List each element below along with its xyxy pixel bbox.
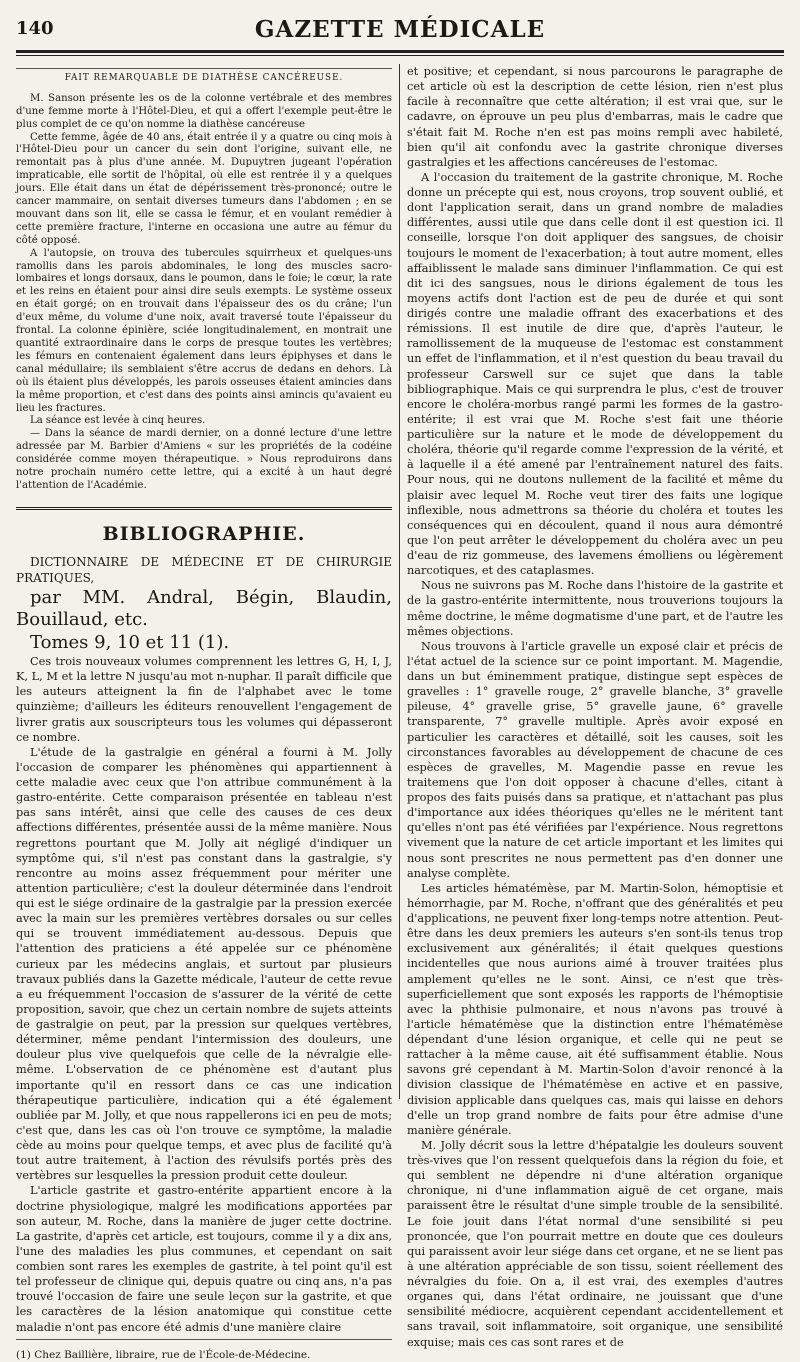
journal-title: GAZETTE MÉDICALE xyxy=(254,16,546,43)
paragraph: A l'autopsie, on trouva des tubercules squirrheux et quelques-uns ramollis dans les parois abdominales, le long des muscles sacro-lombaires et longs dorsaux, dans le poumon, dans le foie; le cœur, la rate et les reins en étaient pour ainsi dire seuls exempts. Le système osseux en était gorgé; on en trouvait dans l'épaisseur des os du crâne; l'un d'eux même, du volume d'une noix, avait traversé toute l'épaisseur du frontal. La colonne épinière, sciée longitudinalement, en montrait une quantité extraordinaire dans le corps de presque toutes les vertèbres; les fémurs en contenaient également dans leurs épiphyses et dans le canal médullaire; ils semblaient s'être accrus de dedans en dehors. Là où ils étaient plus développés, les parois osseuses étaient amincies dans la même proportion, et c'est dans des points ainsi amincis qu'avaient eu lieu les fractures. xyxy=(16,247,392,414)
review-title-line2: par MM. Andral, Bégin, Blaudin, Bouillaud, etc. xyxy=(16,586,392,631)
page-header xyxy=(16,8,784,48)
paragraph: et positive; et cependant, si nous parcourons le paragraphe de cet article où est la description de cette lésion, rien n'est plus facile à reconnaître que cette altération; il est vrai que, sur le cadavre, on éprouve un peu plus d'embarras, mais le cadre que s'était fait M. Roche n'en est pas moins rempli avec habileté, bien qu'il ait confondu avec la gastrite chronique diverses gastralgies et les affections cancéreuses de l'estomac. xyxy=(407,65,783,169)
paragraph: Nous trouvons à l'article gravelle un exposé clair et précis de l'état actuel de la science sur ce point important. M. Magendie, dans un but éminemment pratique, distingue sept espèces de gravelles : 1° gravelle rouge, 2° gravelle blanche, 3° gravelle pileuse, 4° gravelle grise, 5° gravelle jaune, 6° gravelle transparente, 7° gravelle multiple. Après avoir exposé en particulier les caractères et détaillé, soit les causes, soit les circonstances favorables au développement de chacune de ces espèces de gravelles, M. Magendie passe en revue les traitemens que l'on doit opposer à chacune d'elles, citant à propos des faits puisés dans sa pratique, et n'attachant pas plus d'importance aux idées théoriques qu'elles ne le méritent tant qu'elles n'ont pas été vérifiées par l'expérience. Nous regrettons vivement que la nature de cet article important et les limites qui nous sont prescrites ne nous permettent pas d'en donner une analyse complète. xyxy=(407,639,783,880)
header-rule xyxy=(16,50,784,56)
paragraph: Ces trois nouveaux volumes comprennent les lettres G, H, I, J, K, L, M et la lettre N jusqu'au mot n-nuphar. Il paraît difficile que les auteurs atteignent la fin de l'alphabet avec le tome quinzième; d'ailleurs les éditeurs renouvellent l'engagement de livrer gratis aux souscripteurs tous les volumes qui dépasseront ce nombre. xyxy=(16,655,392,744)
review-title-line3: Tomes 9, 10 et 11 (1). xyxy=(30,631,230,653)
right-column xyxy=(407,64,783,1349)
left-column xyxy=(16,64,393,1361)
bibliography-heading: BIBLIOGRAPHIE. xyxy=(102,522,306,545)
paragraph: Nous ne suivrons pas M. Roche dans l'histoire de la gastrite et de la gastro-entérite intermittente, nous trouverions toujours la même doctrine, le même dogmatisme d'une part, et de l'autre les mêmes objections. xyxy=(407,579,783,638)
review-title-line1: DICTIONNAIRE DE MÉDECINE ET DE CHIRURGIE PRATIQUES, xyxy=(16,555,392,585)
paragraph: L'article gastrite et gastro-entérite appartient encore à la doctrine physiologique, malgré les modifications apportées par son auteur, M. Roche, dans la manière de juger cette doctrine. La gastrite, d'après cet article, est toujours, comme il y a dix ans, l'une des maladies les plus communes, et cependant on sait combien sont rares les exemples de gastrite, à tel point qu'il est tel professeur de clinique qui, depuis quatre ou cinq ans, n'a pas trouvé l'occasion de faire une seule leçon sur la gastrite, et que les caractères de la lésion anatomique qui constitue cette maladie n'ont pas encore été admis d'une manière claire xyxy=(16,1184,392,1334)
section-divider xyxy=(16,507,392,510)
footnote: (1) Chez Baillière, libraire, rue de l'École-de-Médecine. xyxy=(16,1348,311,1361)
column-separator xyxy=(399,64,400,1099)
paragraph: — Dans la séance de mardi dernier, on a donné lecture d'une lettre adressée par M. Barbier d'Amiens « sur les propriétés de la codéine considérée comme moyen thérapeutique. » Nous reproduirons dans notre prochain numéro cette lettre, qui a excité à un haut degré l'attention de l'Académie. xyxy=(16,428,392,491)
two-column-layout xyxy=(16,64,784,1361)
page-number: 140 xyxy=(16,18,54,39)
footnote-rule xyxy=(16,1339,392,1340)
paragraph: Les articles hématémèse, par M. Martin-Solon, hémoptisie et hémorrhagie, par M. Roche, n'offrant que des généralités et peu d'applications, ne peuvent fixer long-temps notre attention. Peut-être dans les deux premiers les auteurs s'en sont-ils tenus trop exclusivement aux généralités; il était quelques questions incidentelles que nous aurions aimé à trouver traitées plus amplement qu'elles ne le sont. Ainsi, ce n'est que très-superficiellement que sont exposés les rapports de l'hémoptisie avec la phthisie pulmonaire, et nous n'avons pas trouvé à l'article hématémèse que la distinction entre l'hématémèse dépendant d'une lésion organique, et celle qui ne peut se rattacher à la même cause, ait été suffisamment établie. Nous savons gré cependant à M. Martin-Solon d'avoir renoncé à la division classique de l'hématémèse en active et en passive, division applicable dans quelques cas, mais qui laisse en dehors d'elle un trop grand nombre de faits pour être admise d'une manière générale. xyxy=(407,881,783,1137)
paragraph: M. Jolly décrit sous la lettre d'hépatalgie les douleurs souvent très-vives que l'on ressent quelquefois dans la région du foie, et qui semblent ne dépendre ni d'une altération organique chronique, ni d'une inflammation aiguë de cet organe, mais paraissent être le résultat d'une simple trouble de la sensibilité. Le foie jouit dans l'état normal d'une sensibilité si peu prononcée, que l'on pourrait mettre en doute que ces douleurs qui paraissent avoir leur siége dans cet organe, et ne se lient pas à une altération appréciable de son tissu, soient réellement des névralgies du foie. On a, il est vrai, des exemples d'autres organes qui, dans l'état ordinaire, ne jouissant que d'une sensibilité médiocre, acquièrent cependant accidentellement et sans travail, soit inflammatoire, soit organique, une sensibilité exquise; mais ces cas sont rares et de xyxy=(407,1138,783,1349)
section-rule-top xyxy=(16,68,392,69)
paragraph: Cette femme, âgée de 40 ans, était entrée il y a quatre ou cinq mois à l'Hôtel-Dieu pour un cancer du sein dont l'origine, suivant elle, ne remontait pas à plus d'une année. M. Dupuytren jugeant l'opération impraticable, elle sortit de l'hôpital, où elle est rentrée il y a quelques jours. Elle était dans un état de dépérissement très-prononcé; outre le cancer mammaire, on sentait diverses tumeurs dans l'abdomen ; en se mouvant dans son lit, elle se cassa le fémur, et en voulant remédier à cette première fracture, l'interne en occasiona une autre au fémur du côté opposé. xyxy=(16,131,392,246)
paragraph: L'étude de la gastralgie en général a fourni à M. Jolly l'occasion de comparer les phénomènes qui appartiennent à cette maladie avec ceux que l'on attribue communément à la gastro-entérite. Cette comparaison présentée en tableau n'est pas sans intérêt, ainsi que celle des causes de ces deux affections différentes, présentée aussi de la même manière. Nous regrettons pourtant que M. Jolly ait négligé d'indiquer un symptôme qui, s'il n'est pas constant dans la gastralgie, s'y rencontre au moins assez fréquemment pour mériter une attention particulière; c'est la douleur déterminée dans l'endroit qui est le siége ordinaire de la gastralgie par la pression exercée avec la main sur les premières vertèbres dorsales ou sur celles qui se trouvent immédiatement au-dessous. Depuis que l'attention des praticiens a été appelée sur ce phénomène curieux par les médecins anglais, et surtout par plusieurs travaux publiés dans la Gazette médicale, l'auteur de cette revue a eu fréquemment l'occasion de s'assurer de la vérité de cette proposition, savoir, que chez un certain nombre de sujets atteints de gastralgie on peut, par la pression sur quelques vertèbres, déterminer, même pendant l'intermission des douleurs, une douleur plus vive quelquefois que celle de la névralgie elle-même. L'observation de ce phénomène est d'autant plus importante qu'il en ressort dans ce cas une indication thérapeutique particulière, indication qui a été également oubliée par M. Jolly, et que nous rappellerons ici en peu de mots; c'est que, dans les cas où l'on trouve ce symptôme, la maladie cède au moins pour quelque temps, et avec plus de facilité qu'à tout autre traitement, à l'action des révulsifs portés près des vertèbres sur lesquelles la pression produit cette douleur. xyxy=(16,745,393,1183)
paragraph: M. Sanson présente les os de la colonne vertébrale et des membres d'une femme morte à l'Hôtel-Dieu, et qui a offert l'exemple peut-être le plus complet de ce qu'on nomme la diathèse cancéreuse xyxy=(16,92,392,130)
paragraph: A l'occasion du traitement de la gastrite chronique, M. Roche donne un précepte qui est, nous croyons, trop souvent oublié, et dont l'application serait, dans un grand nombre de maladies différentes, aussi utile que dans celle dont il est question ici. Il conseille, lorsque l'on doit appliquer des sangsues, de choisir toujours le moment de l'exacerbation; à tout autre moment, elles affaiblissent le malade sans diminuer l'inflammation. Ce qui est dit ici des sangsues, nous le dirions également de tous les moyens actifs dont l'action est de peu de durée et qui sont dirigés contre une maladie offrant des exacerbations et des rémissions. Il est inutile de dire que, d'après l'auteur, le ramollissement de la muqueuse de l'estomac est constamment un effet de l'inflammation, et il n'est question du beau travail du professeur Carswell sur ce sujet que dans la table bibliographique. Mais ce qui surprendra le plus, c'est de trouver encore le choléra-morbus rangé parmi les formes de la gastro-entérite; il est vrai que M. Roche s'est fait une théorie particulière sur la nature et le mode de développement du choléra, théorie qu'il regarde comme l'expression de la vérité, et à laquelle il a été amené par l'entraînement naturel des faits. Pour nous, qui ne doutons nullement de la facilité et même du plaisir avec lequel M. Roche veut tirer des faits une logique inflexible, nous admettrons sa théorie du choléra et toutes les conséquences qui en découlent, quand il nous aura démontré que l'on peut arrêter le développement du choléra avec un peu d'eau de riz gommeuse, des lavemens émolliens ou légèrement narcotiques, et des cataplasmes. xyxy=(407,170,783,578)
section-heading-diathese: FAIT REMARQUABLE DE DIATHÈSE CANCÉREUSE. xyxy=(64,73,344,83)
paragraph: La séance est levée à cinq heures. xyxy=(30,415,206,427)
academy-report xyxy=(16,93,392,493)
